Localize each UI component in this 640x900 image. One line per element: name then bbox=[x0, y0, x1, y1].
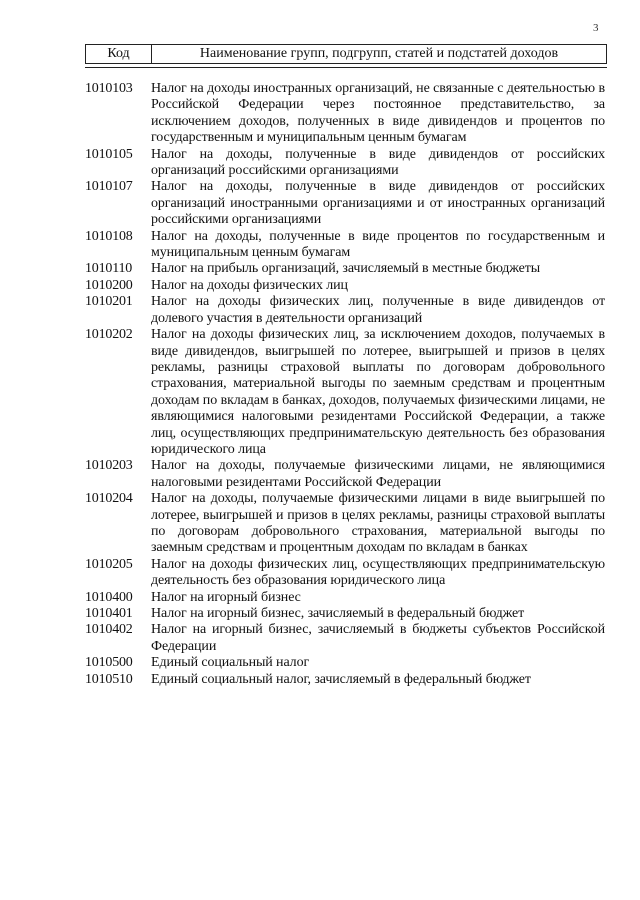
table-row bbox=[85, 261, 605, 277]
row-code: 1010108 bbox=[85, 228, 133, 244]
row-code: 1010401 bbox=[85, 606, 133, 621]
income-codes-list bbox=[85, 81, 605, 688]
header-name-column: Наименование групп, подгрупп, статей и подстатей доходов bbox=[199, 46, 559, 61]
row-description: Единый социальный налог, зачисляемый в федеральный бюджет bbox=[151, 671, 531, 687]
table-header bbox=[85, 44, 607, 64]
row-code: 1010202 bbox=[85, 327, 133, 343]
table-row bbox=[85, 81, 605, 147]
row-description: Налог на доходы, получаемые физическими лицами в виде выигрышей по лотерее, выигрышей и призов в целях рекламы, разницы страховой выплаты по договорам добровольного страхования, материальной выгоды по заемным средствам и процентным доходам по вкладам в банках bbox=[151, 491, 605, 556]
table-row bbox=[85, 278, 605, 294]
row-code: 1010510 bbox=[85, 671, 133, 687]
table-row bbox=[85, 590, 605, 606]
row-description: Налог на игорный бизнес, зачисляемый в бюджеты субъектов Российской Федерации bbox=[151, 622, 605, 654]
row-code: 1010500 bbox=[85, 655, 133, 671]
header-divider bbox=[85, 67, 607, 68]
row-code: 1010402 bbox=[85, 622, 133, 638]
table-row bbox=[85, 179, 605, 228]
table-row bbox=[85, 294, 605, 327]
row-description: Налог на игорный бизнес, зачисляемый в федеральный бюджет bbox=[151, 606, 525, 621]
row-description: Налог на доходы физических лиц bbox=[151, 277, 348, 293]
row-code: 1010204 bbox=[85, 491, 133, 507]
row-code: 1010205 bbox=[85, 556, 133, 572]
row-description: Налог на доходы, получаемые физическими лицами, не являющимися налоговыми резидентами Российской Федерации bbox=[151, 458, 605, 490]
row-code: 1010200 bbox=[85, 277, 133, 293]
row-description: Налог на доходы, полученные в виде процентов по государственным и муниципальным ценным бумагам bbox=[151, 228, 605, 261]
table-row bbox=[85, 491, 605, 557]
table-row bbox=[85, 622, 605, 655]
row-description: Налог на доходы, полученные в виде дивидендов от российских организаций иностранными организациями и от иностранных организаций российскими организациями bbox=[151, 179, 605, 228]
table-row bbox=[85, 606, 605, 622]
table-row bbox=[85, 672, 605, 688]
table-row bbox=[85, 327, 605, 458]
row-code: 1010105 bbox=[85, 146, 133, 162]
row-description: Налог на доходы физических лиц, за исключением доходов, получаемых в виде дивидендов, выигрышей по лотерее, выигрышей и призов в целях рекламы, разницы страховой выплаты по договорам добровольного страхования, материальной выгоды по заемным средствам и процентным доходам по вкладам в банках, доходов, получаемых физическими лицами, не являющимися налоговыми резидентами Российской Федерации, а также лиц, осуществляющих предпринимательскую деятельность без образования юридического лица bbox=[151, 327, 605, 457]
header-code-column: Код bbox=[86, 45, 152, 63]
row-code: 1010110 bbox=[85, 261, 133, 277]
table-row bbox=[85, 557, 605, 590]
row-code: 1010203 bbox=[85, 458, 133, 474]
row-description: Налог на прибыль организаций, зачисляемый в местные бюджеты bbox=[151, 261, 541, 277]
row-description: Налог на доходы иностранных организаций, не связанные с деятельностью в Российской Федерации через постоянное представительство, за исключением доходов, полученных в виде дивидендов и процентов по государственным и муниципальным ценным бумагам bbox=[151, 81, 605, 146]
table-row bbox=[85, 229, 605, 262]
row-description: Налог на игорный бизнес bbox=[151, 589, 301, 605]
table-row bbox=[85, 655, 605, 671]
row-description: Единый социальный налог bbox=[151, 655, 310, 671]
row-code: 1010107 bbox=[85, 179, 133, 195]
row-code: 1010201 bbox=[85, 294, 133, 310]
row-description: Налог на доходы физических лиц, осуществляющих предпринимательскую деятельность без образования юридического лица bbox=[151, 556, 605, 589]
row-code: 1010103 bbox=[85, 81, 133, 96]
table-row bbox=[85, 458, 605, 491]
row-description: Налог на доходы, полученные в виде дивидендов от российских организаций российскими организациями bbox=[151, 146, 605, 179]
table-row bbox=[85, 147, 605, 180]
row-description: Налог на доходы физических лиц, полученные в виде дивидендов от долевого участия в деятельности организаций bbox=[151, 294, 605, 326]
page-number: 3 bbox=[593, 22, 599, 34]
row-code: 1010400 bbox=[85, 589, 133, 605]
